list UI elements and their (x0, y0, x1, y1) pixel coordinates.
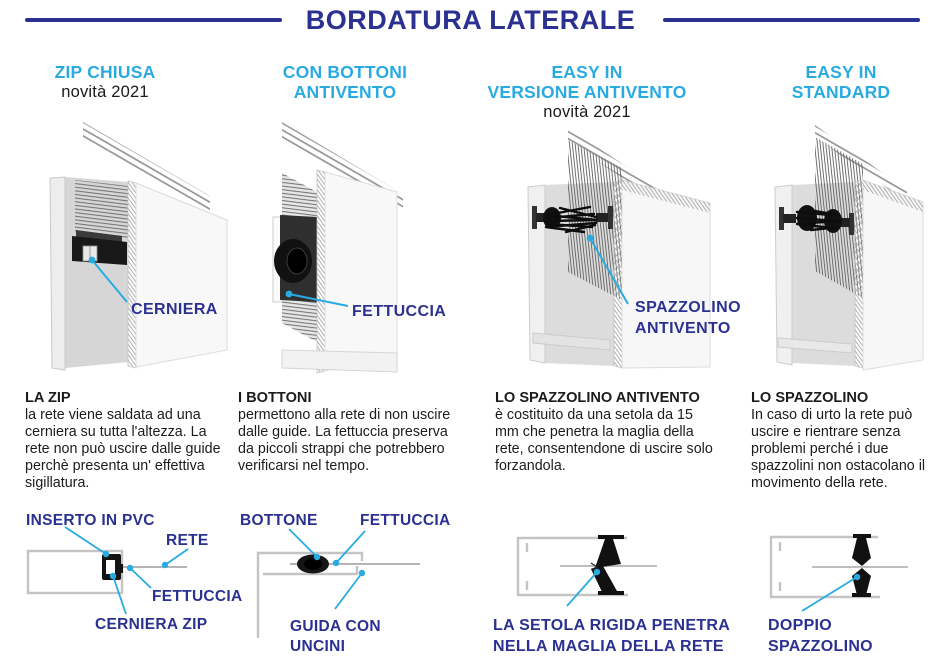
illustration-easy-in-standard (735, 120, 935, 382)
body-i-bottoni (238, 390, 453, 475)
label-fettuccia: FETTUCCIA (152, 588, 243, 605)
label-line: GUIDA CON (290, 618, 381, 635)
callout-line: SPAZZOLINO (635, 299, 741, 316)
caption-line: LA SETOLA RIGIDA PENETRA (493, 617, 731, 634)
body-text: è costituito da una setola da 15 mm che penetra la maglia della rete, consentendone di uscire solo forzandola. (495, 407, 713, 474)
front-cut-edge (614, 180, 622, 368)
leader-line (567, 572, 597, 606)
brush-base-top (853, 534, 871, 538)
caption-line: DOPPIO (768, 617, 833, 634)
label-rete: RETE (166, 532, 209, 549)
left-bracket-arm (783, 214, 796, 223)
caption-line: NELLA MAGLIA DELLA RETE (493, 638, 724, 655)
subheading-novita-2021: novità 2021 (543, 103, 631, 121)
left-wall (50, 177, 65, 370)
body-title: LA ZIP (25, 390, 71, 406)
heading-line: EASY IN (805, 62, 877, 82)
page-title: BORDATURA LATERALE (305, 5, 636, 35)
illustration-con-bottoni (255, 120, 455, 382)
zip-tooth (117, 564, 123, 573)
label-bottone: BOTTONE (240, 512, 318, 529)
caption-doppio-spazzolino (768, 615, 873, 656)
mesh-interior (75, 180, 128, 238)
leader-dot (89, 257, 96, 264)
body-text: la rete viene saldata ad una cerniera su tutta l'altezza. La rete non può uscire dalle guide perchè presenta un' effettiva sigillatura. (25, 407, 221, 491)
heading-line: ANTIVENTO (293, 82, 397, 102)
outer-face (136, 183, 227, 367)
illustration-zip-chiusa (25, 122, 230, 382)
body-text: In caso di urto la rete può uscire e rientrare senza problemi perché i due spazzolini non ostacolano il movimento della rete. (751, 407, 926, 491)
body-text: permettono alla rete di non uscire dalle guide. La fettuccia preserva da piccoli strappi che potrebbero verificarsi nel tempo. (238, 407, 451, 474)
brush-top (852, 538, 871, 566)
body-lo-spazzolino-antivento (495, 390, 713, 475)
leader-dot (594, 569, 600, 575)
label-inserto-in-pvc: INSERTO IN PVC (26, 512, 155, 529)
front-cut-edge (128, 181, 136, 368)
heading-line: ZIP CHIUSA (54, 62, 156, 82)
body-la-zip (25, 390, 230, 492)
pvc-insert-slot (106, 560, 115, 574)
caption-setola (493, 615, 730, 656)
leader-dot (286, 291, 293, 298)
body-lo-spazzolino (751, 390, 939, 492)
leader-dot (587, 235, 594, 242)
heading-line: STANDARD (791, 82, 891, 102)
body-title: LO SPAZZOLINO ANTIVENTO (495, 390, 700, 406)
right-bracket (608, 206, 613, 229)
right-bracket-arm (596, 213, 608, 222)
brush-base-top (598, 535, 624, 539)
heading-line: CON BOTTONI (282, 62, 408, 82)
illustration-easy-in-antivento (490, 120, 715, 382)
heading-con-bottoni (245, 62, 445, 102)
heading-zip-chiusa (5, 62, 205, 103)
brush-bottom (852, 568, 871, 595)
callout-cerniera: CERNIERA (131, 301, 218, 318)
caption-line: SPAZZOLINO (768, 638, 873, 655)
heading-easy-in-antivento (477, 62, 697, 123)
subheading-novita-2021: novità 2021 (61, 83, 149, 101)
label-guida-con-uncini (290, 617, 381, 656)
outer-face (325, 172, 397, 371)
body-title: LO SPAZZOLINO (751, 390, 869, 406)
brush-top (595, 539, 621, 568)
button-center (304, 558, 322, 570)
front-cut-edge (855, 180, 863, 368)
callout-fettuccia: FETTUCCIA (352, 303, 447, 320)
button-disc-center (287, 248, 307, 274)
label-line: UNCINI (290, 638, 346, 655)
heading-line: EASY IN (551, 62, 623, 82)
bottom-foot (282, 350, 397, 372)
title-rule-right (663, 18, 920, 22)
heading-line: VERSIONE ANTIVENTO (487, 82, 687, 102)
label-fettuccia: FETTUCCIA (360, 512, 451, 529)
heading-easy-in-standard (741, 62, 941, 102)
body-title: I BOTTONI (238, 390, 312, 406)
callout-line: ANTIVENTO (635, 320, 731, 337)
callout-spazzolino-antivento (635, 297, 741, 339)
label-cerniera-zip: CERNIERA ZIP (95, 616, 208, 633)
leader-line (802, 577, 857, 611)
front-cut-edge (317, 170, 325, 373)
leader-dot (854, 574, 860, 580)
